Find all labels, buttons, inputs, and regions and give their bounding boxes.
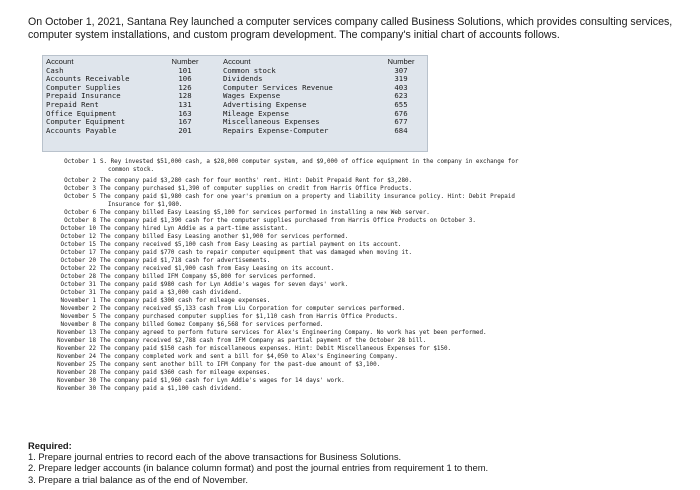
transaction-row: [42, 369, 682, 377]
transaction-date: November 28: [56, 370, 96, 376]
account-name: Cash: [46, 65, 64, 75]
transaction-text: The company received $2,788 cash from IFM Company as partial payment of the October 28 bill.: [100, 338, 427, 344]
transaction-date: October 5: [64, 194, 96, 200]
transaction-text-block: [100, 297, 682, 305]
transaction-row: [42, 273, 682, 281]
transaction-row: [42, 345, 682, 353]
transaction-text-continued: Insurance for $1,980.: [108, 202, 183, 208]
account-name: Wages Expense: [223, 91, 281, 101]
transaction-text-block: [100, 257, 682, 265]
transaction-text-block: [100, 185, 682, 193]
transaction-text: The company purchased computer supplies for $1,110 cash from Harris Office Products.: [100, 314, 398, 320]
transaction-text: The company sent another bill to IFM Company for the past-due amount of $3,100.: [100, 362, 381, 368]
transaction-text-block: [100, 289, 682, 297]
account-number: 128: [178, 91, 192, 101]
transaction-date: November 1: [60, 298, 96, 304]
account-header: Account: [223, 57, 251, 66]
transaction-text-block: [100, 265, 682, 273]
transaction-text-block: [100, 321, 682, 329]
required-item: 1. Prepare journal entries to record each of the above transactions for Business Solutions.: [28, 451, 402, 463]
account-name: Computer Services Revenue: [223, 82, 333, 92]
account-name: Miscellaneous Expenses: [223, 117, 320, 127]
transaction-date: October 31: [60, 282, 96, 288]
transaction-date: October 3: [64, 186, 96, 192]
transaction-row: [42, 241, 682, 249]
transaction-row: [42, 361, 682, 369]
transaction-text: The company purchased $1,390 of computer supplies on credit from Harris Office Products.: [100, 186, 413, 192]
left-account-column: [46, 58, 166, 135]
account-number: 623: [394, 91, 408, 101]
transaction-text-block: [100, 249, 682, 257]
transaction-text: The company paid $980 cash for Lyn Addie's wages for seven days' work.: [100, 282, 349, 288]
transaction-text-continued: common stock.: [108, 167, 155, 173]
required-title: Required:: [28, 440, 72, 451]
transaction-text-block: [100, 361, 682, 369]
transaction-text: The company billed IFM Company $5,800 for services performed.: [100, 274, 317, 280]
account-name: Repairs Expense-Computer: [223, 125, 329, 135]
transaction-row: [42, 377, 682, 385]
transaction-row: [42, 217, 682, 225]
transaction-row: [42, 289, 682, 297]
transaction-date: November 13: [56, 330, 96, 336]
transaction-date: October 20: [60, 258, 96, 264]
transaction-row: [42, 177, 682, 185]
transaction-text: The company paid $1,718 cash for advertisements.: [100, 258, 271, 264]
transaction-text-block: [100, 369, 682, 377]
transaction-row: [42, 281, 682, 289]
transaction-date: October 12: [60, 234, 96, 240]
transaction-text-block: [100, 177, 682, 185]
transaction-row: [42, 313, 682, 321]
transaction-row: [42, 321, 682, 329]
transaction-text: The company paid $360 cash for mileage expenses.: [100, 370, 271, 376]
required-section: [28, 440, 678, 485]
transaction-row: [42, 385, 682, 393]
transaction-row: [42, 233, 682, 241]
transaction-text: The company billed Easy Leasing another $1,900 for services performed.: [100, 234, 349, 240]
transaction-text-block: [100, 158, 682, 174]
account-number: 126: [178, 82, 192, 92]
transaction-text-block: [100, 377, 682, 385]
transaction-text: The company completed work and sent a bill for $4,050 to Alex's Engineering Company.: [100, 354, 398, 360]
account-name: Advertising Expense: [223, 99, 307, 109]
transaction-text: The company billed Easy Leasing $5,100 for services performed in installing a new Web server.: [100, 210, 430, 216]
transaction-row: [42, 158, 682, 174]
account-name: Computer Supplies: [46, 82, 121, 92]
transaction-date: October 2: [64, 178, 96, 184]
transaction-row: [42, 209, 682, 217]
transaction-text-block: [100, 305, 682, 313]
transaction-date: November 30: [56, 378, 96, 384]
right-account-column: [223, 58, 373, 135]
transaction-date: November 2: [60, 306, 96, 312]
transaction-row: [42, 185, 682, 193]
transaction-text-block: [100, 337, 682, 345]
transaction-text: The company received $5,133 cash from Liu Corporation for computer services performed.: [100, 306, 405, 312]
account-name: Computer Equipment: [46, 117, 126, 127]
transaction-row: [42, 353, 682, 361]
transaction-text: The company received $5,100 cash from Easy Leasing as partial payment on its account.: [100, 242, 402, 248]
account-name: Common stock: [223, 65, 276, 75]
transaction-text-block: [100, 193, 682, 209]
transaction-row: [42, 225, 682, 233]
transaction-text: The company billed Gomez Company $6,568 for services performed.: [100, 322, 324, 328]
transaction-text-block: [100, 241, 682, 249]
transaction-date: October 15: [60, 242, 96, 248]
transaction-text: The company paid $770 cash to repair computer equipment that was damaged when moving it.: [100, 250, 413, 256]
transaction-row: [42, 249, 682, 257]
transaction-text-block: [100, 345, 682, 353]
intro-paragraph: On October 1, 2021, Santana Rey launched a computer services company called Business Solutions, which provides consulting services, computer system installations, and custom program development. The company's initial chart of accounts follows.: [28, 16, 673, 41]
transaction-date: October 28: [60, 274, 96, 280]
account-name: Prepaid Rent: [46, 99, 99, 109]
transaction-date: October 31: [60, 290, 96, 296]
transaction-text-block: [100, 385, 682, 393]
transaction-text-block: [100, 233, 682, 241]
transaction-text: The company hired Lyn Addie as a part-time assistant.: [100, 226, 288, 232]
transaction-date: November 18: [56, 338, 96, 344]
transaction-text: The company received $1,900 cash from Easy Leasing on its account.: [100, 266, 335, 272]
transaction-text: The company paid $1,980 cash for one year's premium on a property and liability insurance policy. Hint: Debit Prepaid: [100, 194, 515, 200]
transaction-row: [42, 257, 682, 265]
transaction-date: November 8: [60, 322, 96, 328]
account-number: 319: [394, 74, 408, 84]
required-item: 2. Prepare ledger accounts (in balance column format) and post the journal entries from requirement 1 to them.: [28, 462, 489, 474]
transaction-date: November 24: [56, 354, 96, 360]
transaction-list: [42, 158, 682, 393]
transaction-text: S. Rey invested $51,000 cash, a $28,000 computer system, and $9,000 of office equipment in the company in exchange for: [100, 159, 519, 165]
transaction-text: The company paid $150 cash for miscellaneous expenses. Hint: Debit Miscellaneous Expenses for $150.: [100, 346, 452, 352]
required-item: 3. Prepare a trial balance as of the end of November.: [28, 473, 248, 485]
number-header: Number: [387, 57, 415, 66]
transaction-text: The company paid $3,280 cash for four months' rent. Hint: Debit Prepaid Rent for $3,280.: [100, 178, 413, 184]
transaction-date: October 1: [64, 159, 96, 165]
transaction-row: [42, 193, 682, 209]
account-name: Office Equipment: [46, 108, 117, 118]
account-name: Accounts Receivable: [46, 74, 130, 84]
transaction-row: [42, 329, 682, 337]
transaction-text-block: [100, 313, 682, 321]
transaction-text-block: [100, 225, 682, 233]
transaction-text: The company paid a $3,000 cash dividend.: [100, 290, 242, 296]
transaction-text: The company paid $300 cash for mileage expenses.: [100, 298, 271, 304]
transaction-row: [42, 305, 682, 313]
account-number: 167: [178, 117, 192, 127]
account-header: Account: [46, 57, 74, 66]
transaction-date: November 22: [56, 346, 96, 352]
account-number: 163: [178, 108, 192, 118]
transaction-row: [42, 297, 682, 305]
account-number: 106: [178, 74, 192, 84]
account-name: Prepaid Insurance: [46, 91, 121, 101]
left-number-column: [165, 58, 205, 135]
transaction-date: October 22: [60, 266, 96, 272]
transaction-text-block: [100, 329, 682, 337]
account-number: 655: [394, 99, 408, 109]
transaction-text: The company paid $1,390 cash for the computer supplies purchased from Harris Office Products on October 3.: [100, 218, 476, 224]
transaction-date: October 8: [64, 218, 96, 224]
chart-of-accounts-table: [42, 55, 428, 152]
transaction-row: [42, 265, 682, 273]
transaction-text-block: [100, 353, 682, 361]
account-name: Dividends: [223, 74, 263, 84]
account-number: 403: [394, 82, 408, 92]
transaction-date: November 30: [56, 386, 96, 392]
transaction-text: The company paid $1,960 cash for Lyn Addie's wages for 14 days' work.: [100, 378, 345, 384]
account-name: Accounts Payable: [46, 125, 117, 135]
right-number-column: [379, 58, 423, 135]
transaction-text: The company paid a $1,100 cash dividend.: [100, 386, 242, 392]
transaction-text-block: [100, 273, 682, 281]
transaction-text: The company agreed to perform future services for Alex's Engineering Company. No work has yet been performed.: [100, 330, 487, 336]
account-number: 307: [394, 65, 408, 75]
account-number: 677: [394, 117, 408, 127]
transaction-date: November 5: [60, 314, 96, 320]
transaction-date: October 17: [60, 250, 96, 256]
account-number: 131: [178, 99, 192, 109]
number-header: Number: [171, 57, 199, 66]
account-number: 201: [178, 125, 192, 135]
transaction-text-block: [100, 281, 682, 289]
account-number: 676: [394, 108, 408, 118]
transaction-date: November 25: [56, 362, 96, 368]
transaction-text-block: [100, 209, 682, 217]
transaction-row: [42, 337, 682, 345]
transaction-date: October 6: [64, 210, 96, 216]
account-number: 101: [178, 65, 192, 75]
transaction-text-block: [100, 217, 682, 225]
account-name: Mileage Expense: [223, 108, 289, 118]
account-number: 684: [394, 125, 408, 135]
transaction-date: October 10: [60, 226, 96, 232]
